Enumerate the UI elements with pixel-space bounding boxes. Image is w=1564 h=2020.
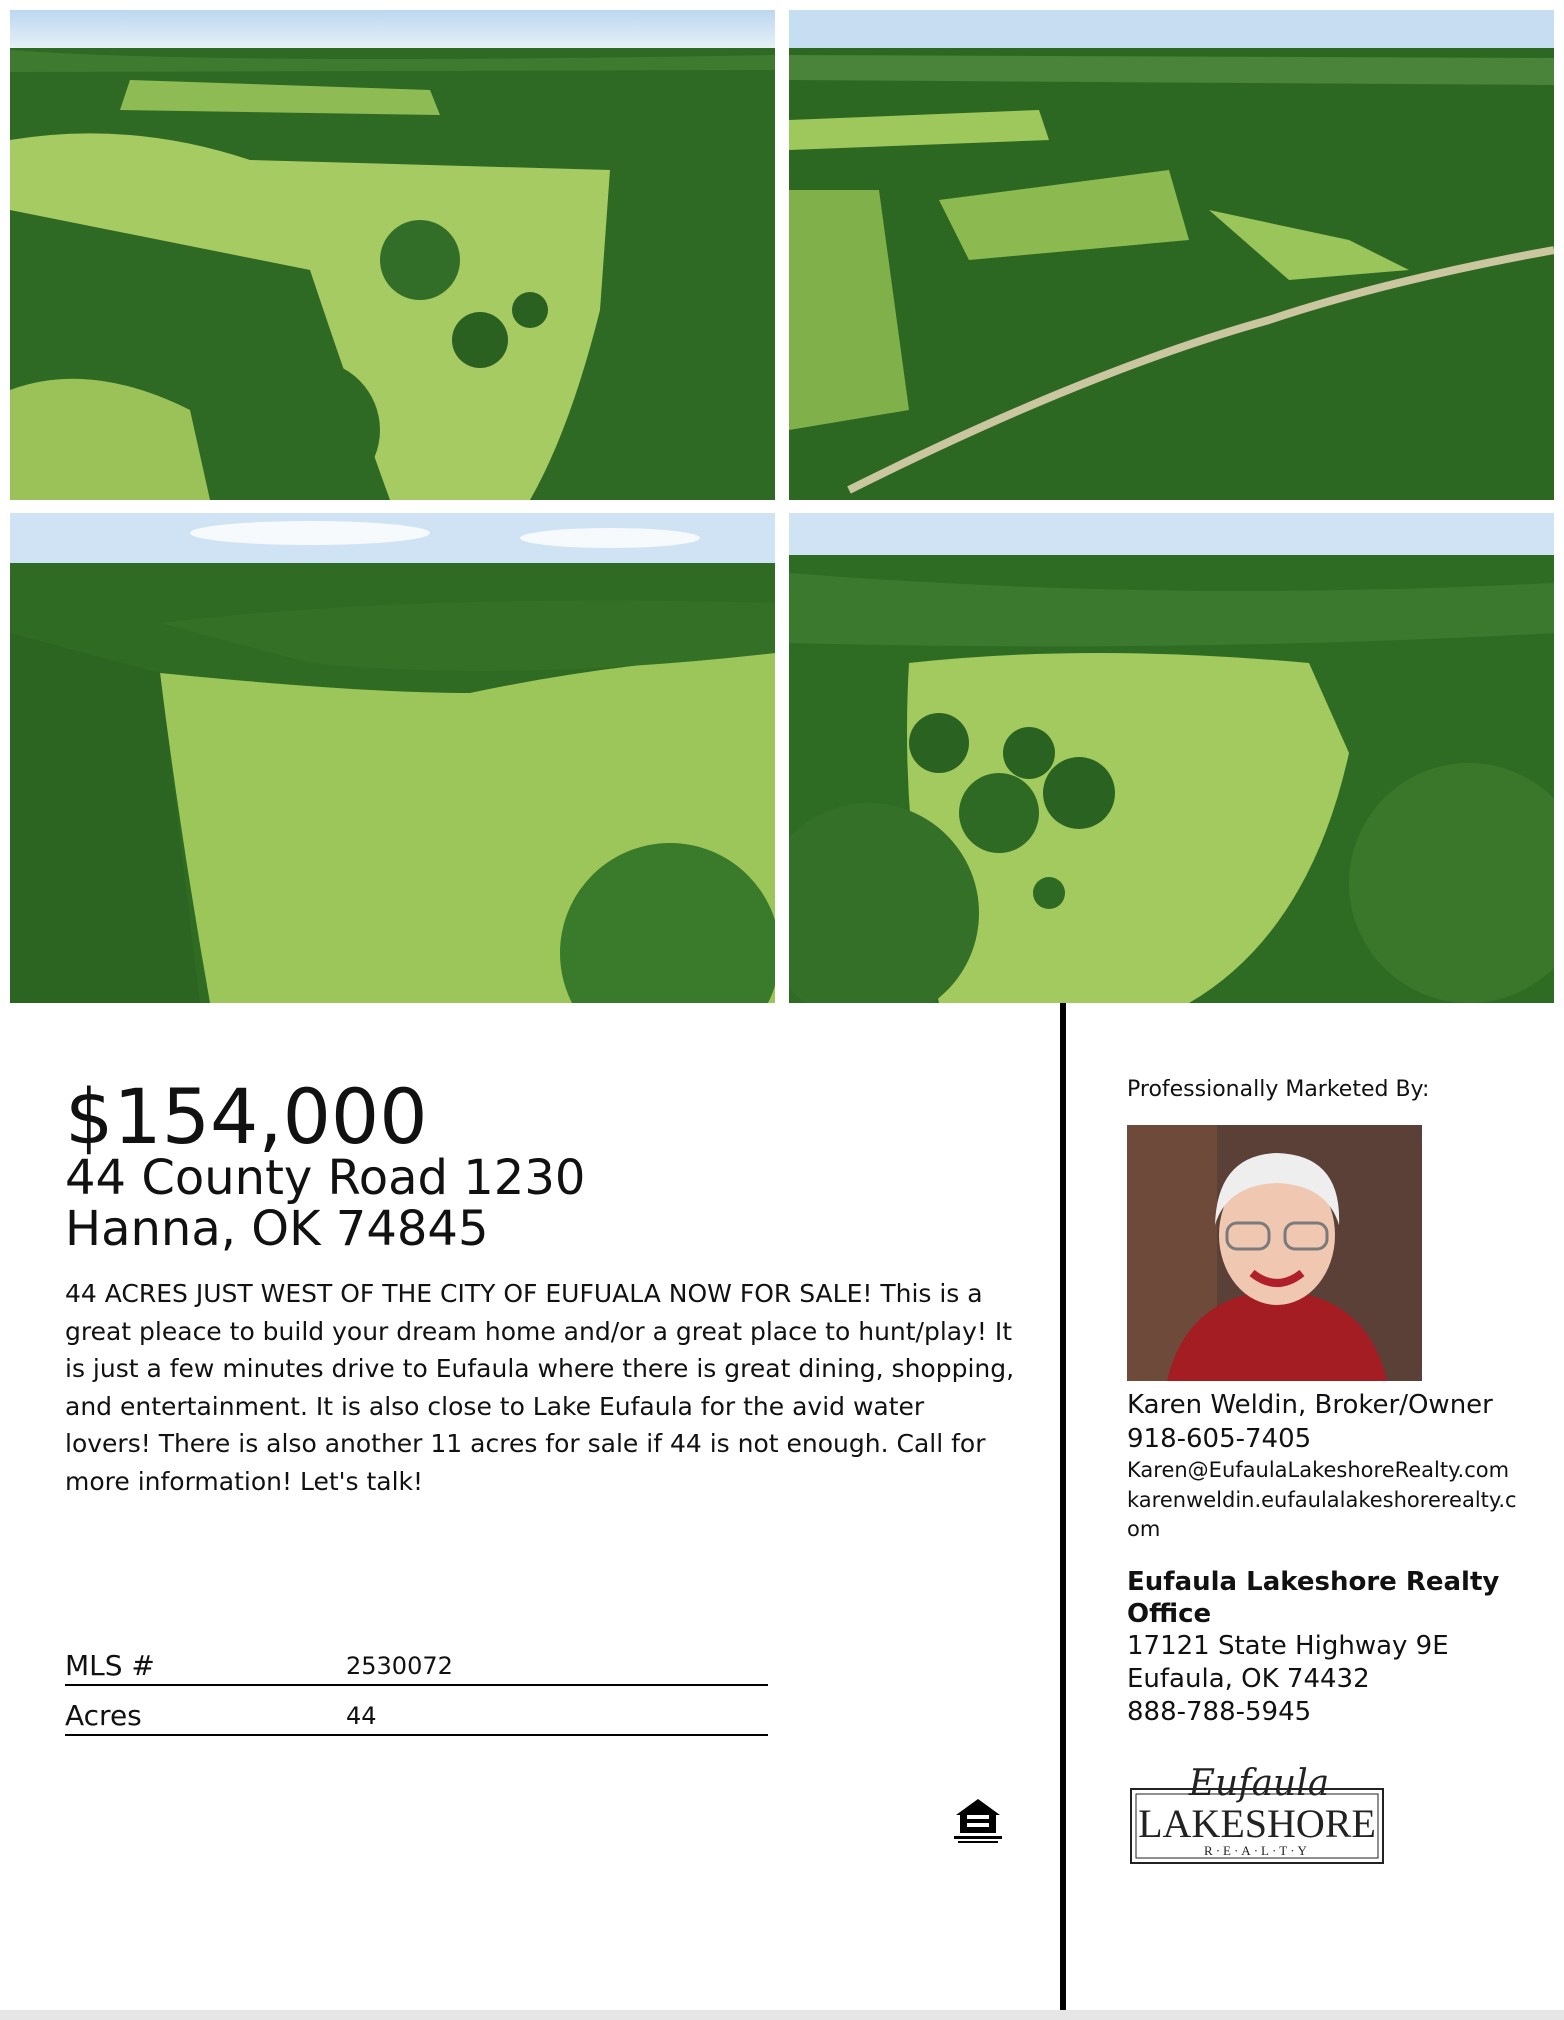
listing-photo-3 (10, 513, 775, 1003)
agent-name: Karen Weldin, Broker/Owner (1127, 1390, 1493, 1420)
agent-email-link[interactable]: Karen@EufaulaLakeshoreRealty.com (1127, 1458, 1510, 1482)
listing-photo-1 (10, 10, 775, 500)
marketed-by-heading: Professionally Marketed By: (1127, 1077, 1430, 1102)
logo-script-text: Eufaula (1188, 1763, 1330, 1804)
agent-phone[interactable]: 918-605-7405 (1127, 1424, 1312, 1454)
office-name: Eufaula Lakeshore Realty Office (1127, 1567, 1500, 1629)
listing-photo-4 (789, 513, 1554, 1003)
listing-photo-2 (789, 10, 1554, 500)
page-bottom-strip (0, 2010, 1564, 2020)
agent-website-link[interactable]: karenweldin.eufaulalakeshorerealty.com (1127, 1488, 1517, 1541)
logo-main-text: LAKESHORE (1138, 1801, 1376, 1846)
fact-value: 2530072 (346, 1652, 453, 1680)
fact-row-mls (65, 1634, 768, 1686)
agent-portrait (1127, 1125, 1422, 1381)
address-line-1: 44 County Road 1230 (65, 1150, 586, 1206)
office-city: Eufaula, OK 74432 (1127, 1664, 1370, 1694)
listing-description: 44 ACRES JUST WEST OF THE CITY OF EUFUALA NOW FOR SALE! This is a great pleace to build your dream home and/or a great place to hunt/play! It is just a few minutes drive to Eufaula where there is great dining, shopping, and entertainment. It is also close to Lake Eufaula for the avid water lovers! There is also another 11 acres for sale if 44 is not enough. Call for more information! Let's talk! (65, 1279, 1015, 1496)
equal-housing-opportunity-icon (950, 1795, 1006, 1845)
fact-value: 44 (346, 1702, 377, 1730)
eufaula-lakeshore-realty-logo (1127, 1755, 1387, 1870)
address-line-2: Hanna, OK 74845 (65, 1201, 489, 1257)
office-street: 17121 State Highway 9E (1127, 1631, 1449, 1661)
office-phone[interactable]: 888-788-5945 (1127, 1697, 1312, 1727)
column-divider (1060, 1003, 1066, 2010)
fact-row-acres (65, 1684, 768, 1736)
logo-sub-text: R·E·A·L·T·Y (1204, 1843, 1310, 1858)
listing-price: $154,000 (65, 1072, 428, 1161)
fact-label: Acres (65, 1699, 142, 1732)
fact-label: MLS # (65, 1649, 155, 1682)
